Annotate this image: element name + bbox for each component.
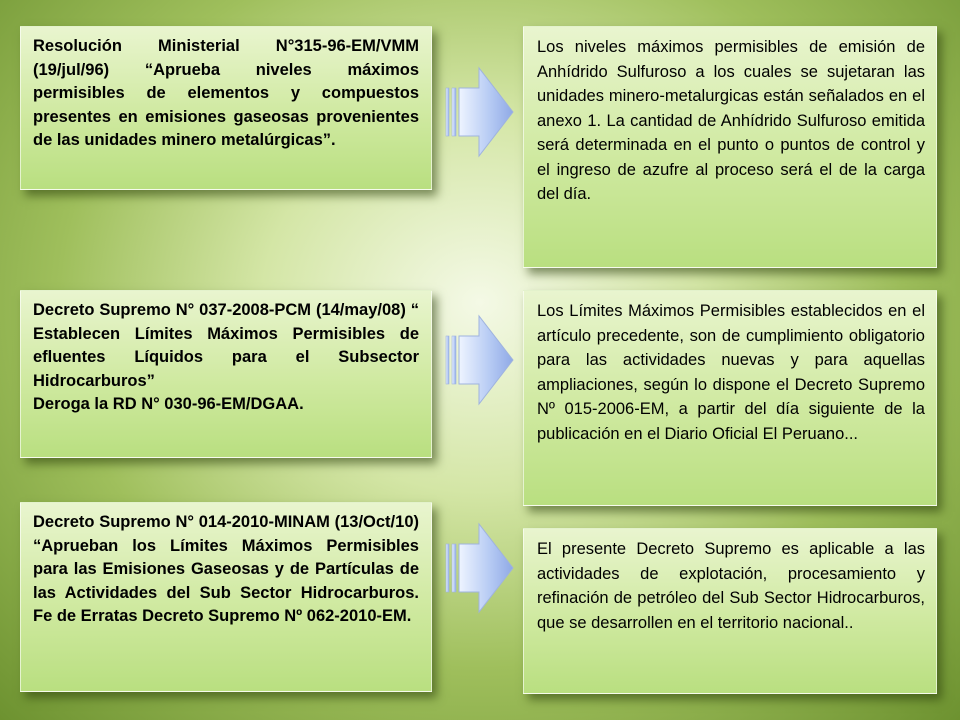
right-arrow-icon-2 bbox=[443, 312, 515, 408]
description-box-1 bbox=[523, 26, 937, 268]
right-arrow-icon-3 bbox=[443, 520, 515, 616]
description-text-2: Los Límites Máximos Permisibles establecidos en el artículo precedente, son de cumplimiento obligatorio para las actividades nuevas y para aquellas ampliaciones, según lo dispone el Decreto Supremo Nº 015-2006-EM, a partir del día siguiente de la publicación en el Diario Oficial El Peruano... bbox=[537, 302, 925, 443]
law-box-1 bbox=[20, 26, 432, 190]
description-box-2 bbox=[523, 290, 937, 506]
law-text-2: Decreto Supremo N° 037-2008-PCM (14/may/08) “ Establecen Límites Máximos Permisibles de efluentes Líquidos para el Subsector Hidrocarburos” bbox=[33, 301, 419, 390]
description-text-1: Los niveles máximos permisibles de emisión de Anhídrido Sulfuroso a los cuales se sujetaran las unidades minero-metalurgicas están señalados en el anexo 1. La cantidad de Anhídrido Sulfuroso emitida será determinada en el punto o puntos de control y el ingreso de azufre al proceso será el de la carga del día. bbox=[537, 38, 925, 203]
description-text-3: El presente Decreto Supremo es aplicable a las actividades de explotación, procesamiento y refinación de petróleo del Sub Sector Hidrocarburos, que se desarrollen en el territorio nacional.. bbox=[537, 540, 925, 632]
law-text-2-extra: Deroga la RD N° 030-96-EM/DGAA. bbox=[33, 395, 304, 413]
law-text-3: Decreto Supremo N° 014-2010-MINAM (13/Oct/10) “Aprueban los Límites Máximos Permisibles para las Emisiones Gaseosas y de Partículas de las Actividades del Sub Sector Hidrocarburos. Fe de Erratas Decreto Supremo Nº 062-2010-EM. bbox=[33, 513, 419, 625]
law-box-2 bbox=[20, 290, 432, 458]
right-arrow-icon-1 bbox=[443, 64, 515, 160]
law-box-3 bbox=[20, 502, 432, 692]
description-box-3 bbox=[523, 528, 937, 694]
law-text-1: Resolución Ministerial N°315-96-EM/VMM (19/jul/96) “Aprueba niveles máximos permisibles de elementos y compuestos presentes en emisiones gaseosas provenientes de las unidades minero metalúrgicas”. bbox=[33, 37, 419, 149]
